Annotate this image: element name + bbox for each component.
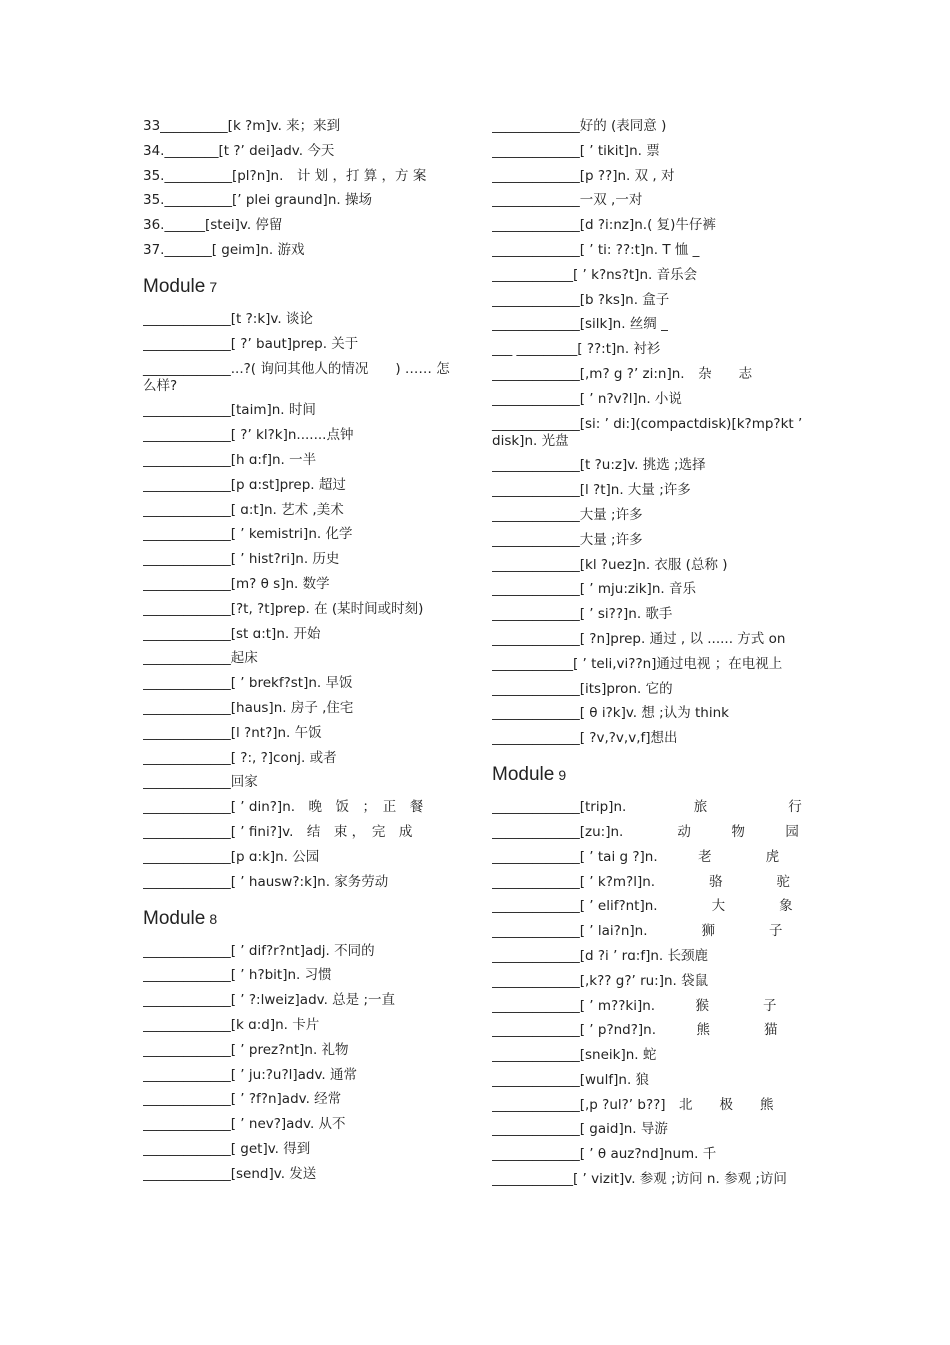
vocab-line: _____________[send]v. 发送 [143, 1165, 317, 1182]
vocab-line: _____________[ ’ p?nd?]n. 熊 猫 [492, 1022, 778, 1039]
vocab-line: _____________[ ?:, ?]conj. 或者 [143, 749, 337, 766]
vocab-line: _____________[l ?nt?]n. 午饭 [143, 724, 322, 741]
vocab-line: _____________[p ɑ:k]n. 公园 [143, 848, 320, 865]
vocab-line: _____________[st ɑ:t]n. 开始 [143, 625, 321, 642]
vocab-line: _____________大量 ;许多 [492, 506, 643, 523]
vocab-line: _____________[h ɑ:f]n. 一半 [143, 451, 317, 468]
vocab-line: 33__________[k ?m]v. 来；来到 [143, 118, 341, 134]
vocab-line: _____________[ ’ elif?nt]n. 大 象 [492, 898, 793, 915]
vocab-line: _____________[wulf]n. 狼 [492, 1071, 650, 1088]
vocab-line: _____________[,m? g ?’ zi:n]n. 杂 志 [492, 365, 753, 382]
module-number: 7 [209, 278, 218, 295]
module-number: 9 [558, 767, 567, 784]
vocab-line: _____________[t ?u:z]v. 挑选 ;选择 [492, 457, 706, 474]
vocab-line: _____________[ ’ prez?nt]n. 礼物 [143, 1041, 349, 1058]
vocab-line: _____________[ ’ kemistri]n. 化学 [143, 526, 353, 543]
vocab-line: ___ _________[ ??:t]n. 衬衫 [492, 341, 661, 358]
vocab-line: _____________[ ’ lai?n]n. 狮 子 [492, 923, 783, 940]
vocab-line: _____________[ ’ n?v?l]n. 小说 [492, 390, 682, 407]
vocab-line: _____________[ ɑ:t]n. 艺术 ,美术 [143, 501, 344, 518]
vocab-line: _____________[ ’ h?bit]n. 习惯 [143, 967, 332, 984]
vocab-line: 36.______[stei]v. 停留 [143, 217, 283, 234]
vocab-line: _____________[zu:]n. 动 物 园 [492, 823, 799, 840]
vocab-line: _____________[ ’ dif?r?nt]adj. 不同的 [143, 942, 375, 959]
vocab-line: _____________[ ’ ?f?n]adv. 经常 [143, 1091, 342, 1108]
vocab-line: _____________[ ’ tai g ?]n. 老 虎 [492, 848, 780, 865]
vocab-line: _____________[?t, ?t]prep. 在 (某时间或时刻) [143, 600, 424, 617]
module-title: Module [143, 907, 206, 929]
vocab-line: _____________起床 [143, 650, 258, 667]
vocab-line: _____________[si: ’ di:](compactdisk)[k?mp?kt ’ disk]n. 光盘 [492, 415, 803, 449]
vocab-line: _____________[trip]n. 旅 行 [492, 799, 802, 816]
vocab-line: _____________[ ’ fini?]v. 结 束 ， 完 成 [143, 823, 413, 840]
vocab-line: _____________[taim]n. 时间 [143, 402, 316, 419]
vocab-line: 37._______[ geim]n. 游戏 [143, 241, 305, 258]
vocab-line: 34.________[t ?’ dei]adv. 今天 [143, 142, 335, 159]
module-9-heading [492, 763, 810, 787]
module-7-heading [143, 275, 461, 299]
vocab-line: _____________[silk]n. 丝绸 _ [492, 316, 668, 333]
vocab-line: _____________[its]pron. 它的 [492, 680, 673, 697]
vocab-line: _____________[ ?’ baut]prep. 关于 [143, 335, 359, 352]
right-column [492, 118, 810, 1196]
vocab-line: _____________[kl ?uez]n. 衣服 (总称 ) [492, 556, 728, 573]
vocab-line: _____________[ ’ mju:zik]n. 音乐 [492, 581, 696, 598]
module-title: Module [492, 764, 555, 786]
vocab-line: _____________大量 ;许多 [492, 531, 643, 548]
vocab-line: _____________[ ’ θ auz?nd]num. 千 [492, 1146, 717, 1163]
vocab-line: ____________[ ’ teli,vi??n]通过电视 ；在电视上 [492, 655, 783, 672]
vocab-line: _____________[ ?’ kl?k]n.......点钟 [143, 427, 354, 444]
vocab-line: _____________[ get]v. 得到 [143, 1140, 311, 1157]
vocab-line: _____________[ ’ m??ki]n. 猴 子 [492, 997, 777, 1014]
vocab-line: _____________[ ’ ju:?u?l]adv. 通常 [143, 1066, 358, 1083]
vocab-line: _____________...?( 询问其他人的情况 ) …… 怎么样? [143, 360, 450, 394]
vocab-line: _____________[ ’ k?m?l]n. 骆 驼 [492, 873, 791, 890]
vocab-line: 35.__________[pl?n]n. 计 划 ，打 算 ，方 案 [143, 167, 427, 184]
vocab-line: ____________[ ’ vizit]v. 参观 ;访问 n. 参观 ;访问 [492, 1171, 787, 1188]
vocab-line: _____________[ ’ brekf?st]n. 早饭 [143, 675, 353, 692]
module-title: Module [143, 275, 206, 297]
vocab-line: _____________[,p ?ul?’ b??] 北 极 熊 [492, 1096, 774, 1113]
vocab-line: _____________[ ’ nev?]adv. 从不 [143, 1116, 346, 1133]
vocab-line: _____________[sneik]n. 蛇 [492, 1047, 657, 1064]
vocab-line: _____________[ ?v,?v,v,f]想出 [492, 730, 678, 747]
vocab-line: _____________[ ?n]prep. 通过 , 以 ...... 方式 on [492, 630, 786, 647]
vocab-line: ____________[ ’ k?ns?t]n. 音乐会 [492, 266, 698, 283]
vocab-line: _____________[k ɑ:d]n. 卡片 [143, 1016, 320, 1033]
vocab-line: _____________[ ’ hist?ri]n. 历史 [143, 551, 340, 568]
vocab-line: _____________[ ’ tikit]n. 票 [492, 142, 660, 159]
vocab-line: _____________[ ’ ?:lweiz]adv. 总是 ;一直 [143, 992, 396, 1009]
vocab-line: _____________[t ?:k]v. 谈论 [143, 310, 313, 327]
module-8-heading [143, 907, 461, 931]
vocab-line: _____________[l ?t]n. 大量 ;许多 [492, 482, 691, 499]
vocab-line: 35.__________[’ plei graund]n. 操场 [143, 192, 372, 209]
vocab-line: _____________[m? θ s]n. 数学 [143, 575, 330, 592]
module-number: 8 [209, 910, 218, 927]
vocab-line: _____________[d ?i:nz]n.( 复)牛仔裤 [492, 217, 716, 234]
vocab-line: _____________一双 ,一对 [492, 192, 643, 209]
vocab-line: _____________[,k?? g?’ ru:]n. 袋鼠 [492, 972, 709, 989]
vocab-line: _____________[d ?i ’ rɑ:f]n. 长颈鹿 [492, 947, 708, 964]
left-column [143, 118, 461, 1190]
vocab-line: _____________[ gaid]n. 导游 [492, 1121, 668, 1138]
vocab-line: _____________[ ’ din?]n. 晚 饭 ； 正 餐 [143, 799, 424, 816]
vocab-line: _____________[ ’ hausw?:k]n. 家务劳动 [143, 873, 389, 890]
vocab-line: _____________[ ’ ti: ??:t]n. T 恤 _ [492, 241, 700, 258]
vocab-line: _____________[p ɑ:st]prep. 超过 [143, 476, 346, 493]
vocab-line: _____________好的 (表同意 ) [492, 118, 667, 134]
vocab-line: _____________[ ’ si??]n. 歌手 [492, 606, 673, 623]
vocab-line: _____________[b ?ks]n. 盒子 [492, 291, 670, 308]
vocab-line: _____________[ θ i?k]v. 想 ;认为 think [492, 705, 729, 722]
vocab-line: _____________[haus]n. 房子 ,住宅 [143, 699, 354, 716]
vocab-line: _____________回家 [143, 774, 258, 791]
vocab-line: _____________[p ??]n. 双 , 对 [492, 167, 675, 184]
